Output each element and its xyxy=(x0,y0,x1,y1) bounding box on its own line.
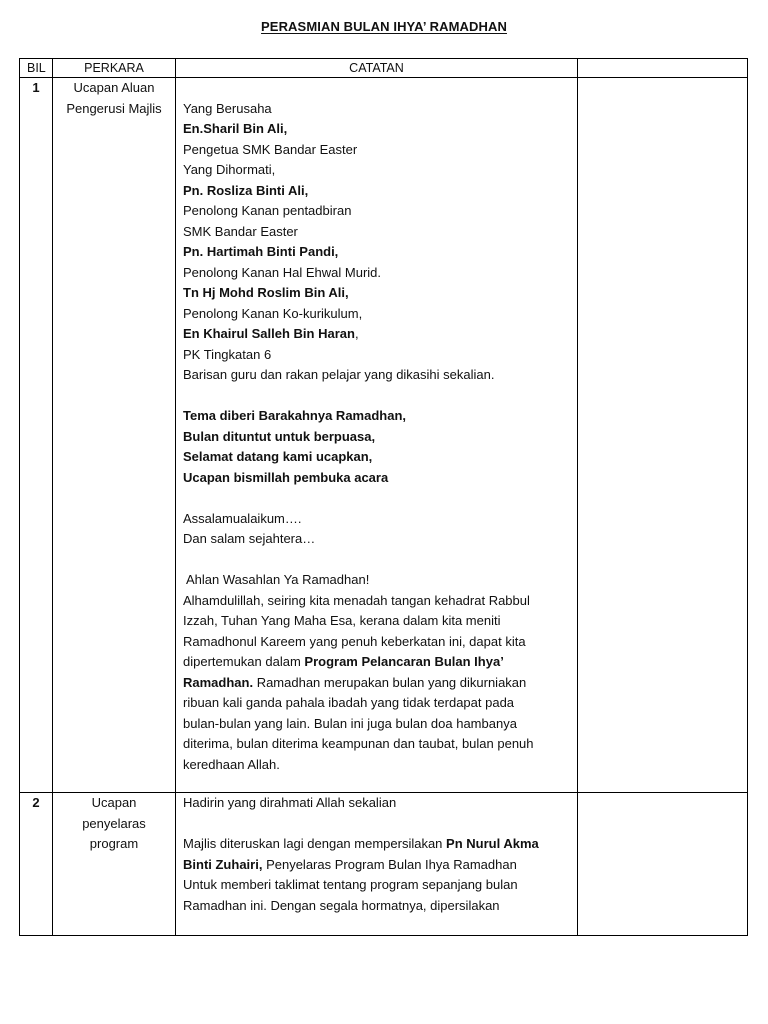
speech-line: Hadirin yang dirahmati Allah sekalian xyxy=(183,795,397,810)
salutation-line: PK Tingkatan 6 xyxy=(183,346,272,362)
programme-table xyxy=(19,58,748,936)
document-title xyxy=(0,19,768,34)
row-extra-cell xyxy=(578,78,748,793)
speech-line: ribuan kali ganda pahala ibadah yang tidak terdapat pada xyxy=(183,695,515,710)
welcome-line: Ahlan Wasahlan Ya Ramadhan! xyxy=(186,572,370,587)
row-perkara xyxy=(53,793,176,936)
speech-line xyxy=(183,652,573,673)
speech-text: Penyelaras Program Bulan Ihya Ramadhan xyxy=(262,856,517,872)
header-catatan: CATATAN xyxy=(176,59,578,78)
audience-line: Barisan guru dan rakan pelajar yang dikasihi sekalian. xyxy=(183,367,495,382)
salutation-line: Pengetua SMK Bandar Easter xyxy=(183,141,358,157)
salutation-name: En Khairul Salleh Bin Haran xyxy=(183,326,355,341)
poem-line: Selamat datang kami ucapkan, xyxy=(183,449,373,464)
speech-line xyxy=(183,673,573,694)
poem-line: Tema diberi Barakahnya Ramadhan, xyxy=(183,408,407,423)
salutation-line: Tn Hj Mohd Roslim Bin Ali, xyxy=(183,285,349,300)
salutation-line: Pn. Rosliza Binti Ali, xyxy=(183,182,309,198)
table-row xyxy=(20,78,748,793)
poem-line: Ucapan bismillah pembuka acara xyxy=(183,469,389,485)
salutation-comma: , xyxy=(354,326,359,341)
speech-line: Alhamdulillah, seiring kita menadah tangan kehadrat Rabbul xyxy=(183,592,530,608)
perkara-line: Ucapan xyxy=(91,795,137,810)
programme-name: Program Pelancaran Bulan Ihya’ xyxy=(304,654,504,669)
perkara-line: Pengerusi Majlis xyxy=(66,100,162,116)
perkara-line: program xyxy=(89,836,139,851)
speech-line: keredhaan Allah. xyxy=(183,756,280,772)
salutation-line: Yang Berusaha xyxy=(183,100,272,116)
salutation-line: Pn. Hartimah Binti Pandi, xyxy=(183,244,339,259)
salutation-line: Penolong Kanan Hal Ehwal Murid. xyxy=(183,264,382,280)
table-header-row xyxy=(20,59,748,78)
perkara-line: penyelaras xyxy=(82,815,146,831)
coordinator-name: Pn Nurul Akma xyxy=(446,836,539,851)
row-number: 2 xyxy=(20,793,53,936)
speech-line: bulan-bulan yang lain. Bulan ini juga bulan doa hambanya xyxy=(183,715,517,731)
greeting-line: Assalamualaikum…. xyxy=(183,510,302,526)
row-extra-cell xyxy=(578,793,748,936)
speech-line xyxy=(183,834,573,855)
speech-line: Untuk memberi taklimat tentang program sepanjang bulan xyxy=(183,877,518,892)
salutation-line xyxy=(183,324,573,345)
speech-text: Majlis diteruskan lagi dengan mempersilakan xyxy=(183,836,447,851)
speech-line: diterima, bulan diterima keampunan dan taubat, bulan penuh xyxy=(183,736,534,751)
salutation-line: En.Sharil Bin Ali, xyxy=(183,121,288,136)
row-catatan xyxy=(176,78,578,793)
salutation-line: Yang Dihormati, xyxy=(183,162,276,177)
speech-line: Ramadhan ini. Dengan segala hormatnya, dipersilakan xyxy=(183,897,500,913)
speech-line xyxy=(183,855,573,876)
perkara-line: Ucapan Aluan xyxy=(73,80,155,95)
poem-line: Bulan dituntut untuk berpuasa, xyxy=(183,428,376,444)
programme-name-end: Ramadhan. xyxy=(183,674,254,690)
speech-line: Ramadhonul Kareem yang penuh keberkatan ini, dapat kita xyxy=(183,633,526,649)
speech-text: Ramadhan merupakan bulan yang dikurniakan xyxy=(253,674,527,690)
salutation-list xyxy=(183,99,573,325)
salutation-line: Penolong Kanan Ko-kurikulum, xyxy=(183,305,363,321)
row-number: 1 xyxy=(20,78,53,793)
table-row xyxy=(20,793,748,936)
header-extra xyxy=(578,59,748,78)
speech-line: Izzah, Tuhan Yang Maha Esa, kerana dalam kita meniti xyxy=(183,613,501,628)
row-catatan xyxy=(176,793,578,936)
document-title-text: PERASMIAN BULAN IHYA’ RAMADHAN xyxy=(261,19,507,34)
speech-text: dipertemukan dalam xyxy=(183,654,305,669)
salutation-line: Penolong Kanan pentadbiran xyxy=(183,203,352,218)
salutation-line: SMK Bandar Easter xyxy=(183,223,298,239)
header-bil: BIL xyxy=(20,59,53,78)
coordinator-name-end: Binti Zuhairi, xyxy=(183,856,263,872)
greeting-line: Dan salam sejahtera… xyxy=(183,531,316,546)
row-perkara xyxy=(53,78,176,793)
header-perkara: PERKARA xyxy=(53,59,176,78)
